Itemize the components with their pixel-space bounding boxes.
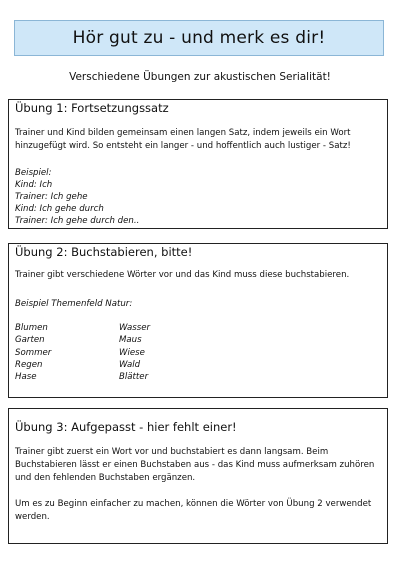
word-item: Wasser — [119, 323, 151, 333]
exercise-2-heading: Übung 2: Buchstabieren, bitte! — [15, 245, 193, 259]
exercise-1-example-label: Beispiel: — [15, 168, 52, 178]
word-item: Wiese — [119, 347, 145, 358]
example-line: Kind: Ich — [15, 180, 53, 190]
word-item: Garten — [15, 335, 45, 346]
exercise-2-example-label: Beispiel Themenfeld Natur: — [15, 299, 133, 309]
title-banner — [14, 20, 384, 56]
exercise-1-heading: Übung 1: Fortsetzungssatz — [15, 101, 169, 115]
example-line: Trainer: Ich gehe durch den.. — [15, 216, 140, 226]
word-item: Sommer — [15, 347, 52, 358]
word-item: Regen — [15, 359, 43, 370]
page-title: Hör gut zu - und merk es dir! — [72, 28, 326, 48]
exercise-1-text: Trainer und Kind bilden gemeinsam einen langen Satz, indem jeweils ein Wort hinzugefügt wird. So entsteht ein langer - und hoffentlich auch lustiger - Satz! — [15, 128, 351, 151]
word-item: Blumen — [15, 323, 48, 333]
page-subtitle: Verschiedene Übungen zur akustischen Serialität! — [69, 71, 331, 83]
exercise-1-box — [8, 99, 388, 229]
exercise-3-text: Trainer gibt zuerst ein Wort vor und buchstabiert es dann langsam. Beim Buchstabieren lässt er einen Buchstaben aus - das Kind muss aufmerksam zuhören und den fehlenden Buchstaben ergänzen. — [15, 447, 375, 483]
example-line: Trainer: Ich gehe — [15, 192, 88, 202]
word-item: Maus — [119, 335, 142, 346]
exercise-2-text: Trainer gibt verschiedene Wörter vor und das Kind muss diese buchstabieren. — [15, 270, 350, 280]
word-item: Hase — [15, 372, 37, 383]
example-line: Kind: Ich gehe durch — [15, 204, 104, 214]
exercise-3-heading: Übung 3: Aufgepasst - hier fehlt einer! — [15, 420, 237, 434]
word-item: Blätter — [119, 372, 149, 383]
exercise-1-example — [15, 167, 381, 227]
exercise-2-box — [8, 243, 388, 398]
exercise-3-box — [8, 408, 388, 544]
word-list — [15, 322, 381, 383]
word-item: Wald — [119, 359, 141, 370]
exercise-3-text-2: Um es zu Beginn einfacher zu machen, können die Wörter von Übung 2 verwendet werden. — [15, 499, 372, 522]
